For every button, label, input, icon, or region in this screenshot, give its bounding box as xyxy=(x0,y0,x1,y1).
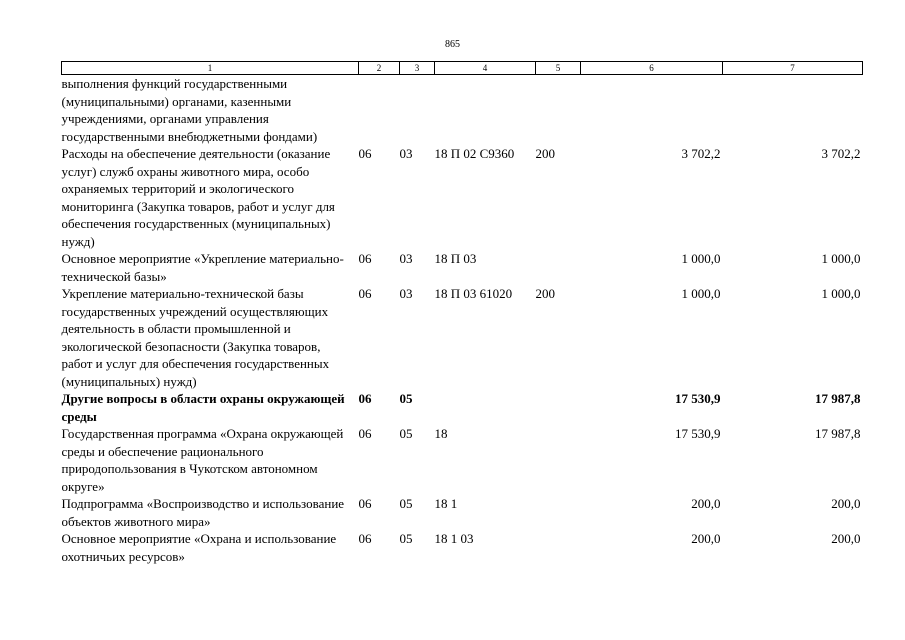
column-number-header: 6 xyxy=(581,62,723,75)
table-row xyxy=(62,425,863,495)
row-expense-type-cell xyxy=(536,425,581,495)
row-section-cell xyxy=(359,75,400,146)
page-number: 865 xyxy=(445,39,460,50)
row-name-cell: Расходы на обеспечение деятельности (оказание услуг) служб охраны животного мира, особо охраняемых территорий и экологического мониторинга (Закупка товаров, работ и услуг для обеспечения государственных (муниципальных) нужд) xyxy=(61,146,335,249)
row-amount-2-cell: 17 987,8 xyxy=(815,391,861,406)
row-name-cell: Укрепление материально-технической базы государственных учреждений осуществляющих деятельность в области промышленной и экологической безопасности (Закупка товаров, работ и услуг для обеспечения государственных (муниципальных) нужд) xyxy=(61,286,330,389)
row-section-cell: 06 xyxy=(358,496,372,511)
column-number-header: 2 xyxy=(359,62,400,75)
table-row xyxy=(62,495,863,530)
row-name-cell: Другие вопросы в области охраны окружающей среды xyxy=(61,391,345,424)
row-amount-2-cell xyxy=(723,75,863,146)
row-subsection-cell: 05 xyxy=(399,496,413,511)
row-expense-type-cell xyxy=(536,530,581,565)
row-expense-type-cell xyxy=(536,75,581,146)
row-target-code-cell: 18 П 03 61020 xyxy=(434,286,513,301)
column-number-header: 3 xyxy=(400,62,435,75)
row-amount-2-cell: 3 702,2 xyxy=(821,146,861,161)
row-name-cell: Основное мероприятие «Укрепление материально-технической базы» xyxy=(61,251,344,284)
row-amount-1-cell: 17 530,9 xyxy=(675,391,721,406)
row-section-cell: 06 xyxy=(358,426,372,441)
row-amount-2-cell: 200,0 xyxy=(831,531,861,546)
row-subsection-cell: 05 xyxy=(399,426,413,441)
row-target-code-cell: 18 П 02 С9360 xyxy=(434,146,515,161)
row-name-cell: Подпрограмма «Воспроизводство и использование объектов животного мира» xyxy=(61,496,345,529)
column-number-header: 4 xyxy=(435,62,536,75)
row-amount-1-cell: 200,0 xyxy=(691,531,721,546)
row-subsection-cell: 05 xyxy=(399,531,413,546)
row-section-cell: 06 xyxy=(358,251,372,266)
row-subsection-cell: 03 xyxy=(399,146,413,161)
table-row xyxy=(62,530,863,565)
row-target-code-cell: 18 П 03 xyxy=(434,251,477,266)
row-amount-1-cell: 17 530,9 xyxy=(675,426,721,441)
table-row xyxy=(62,285,863,390)
row-name-cell: выполнения функций государственными (муниципальными) органами, казенными учреждениями, органами управления государственными внебюджетными фондами) xyxy=(61,76,318,144)
row-target-code-cell xyxy=(435,75,536,146)
row-section-cell: 06 xyxy=(358,286,372,301)
row-amount-2-cell: 1 000,0 xyxy=(821,251,861,266)
column-number-header: 1 xyxy=(62,62,359,75)
row-target-code-cell: 18 1 xyxy=(434,496,458,511)
row-subsection-cell: 03 xyxy=(399,286,413,301)
row-section-cell: 06 xyxy=(358,391,372,406)
row-target-code-cell: 18 xyxy=(434,426,448,441)
column-number-row xyxy=(62,62,863,75)
row-amount-1-cell: 1 000,0 xyxy=(681,251,721,266)
row-target-code-cell: 18 1 03 xyxy=(434,531,474,546)
row-name-cell: Государственная программа «Охрана окружающей среды и обеспечение рационального природопользования в Чукотском автономном округе» xyxy=(61,426,344,494)
table-row xyxy=(62,390,863,425)
column-number-header: 5 xyxy=(536,62,581,75)
row-subsection-cell: 05 xyxy=(399,391,413,406)
row-subsection-cell: 03 xyxy=(399,251,413,266)
row-name-cell: Основное мероприятие «Охрана и использование охотничьих ресурсов» xyxy=(61,531,337,564)
row-amount-1-cell: 3 702,2 xyxy=(681,146,721,161)
row-amount-1-cell: 1 000,0 xyxy=(681,286,721,301)
row-expense-type-cell: 200 xyxy=(535,146,555,161)
row-subsection-cell xyxy=(400,75,435,146)
row-amount-2-cell: 1 000,0 xyxy=(821,286,861,301)
budget-table xyxy=(61,61,863,565)
row-expense-type-cell xyxy=(536,250,581,285)
row-target-code-cell xyxy=(435,390,536,425)
row-amount-2-cell: 17 987,8 xyxy=(815,426,861,441)
row-amount-1-cell xyxy=(581,75,723,146)
table-row xyxy=(62,250,863,285)
row-section-cell: 06 xyxy=(358,146,372,161)
table-row xyxy=(62,145,863,250)
table-row xyxy=(62,75,863,146)
row-expense-type-cell xyxy=(536,390,581,425)
row-section-cell: 06 xyxy=(358,531,372,546)
column-number-header: 7 xyxy=(723,62,863,75)
row-expense-type-cell: 200 xyxy=(535,286,555,301)
row-amount-2-cell: 200,0 xyxy=(831,496,861,511)
row-expense-type-cell xyxy=(536,495,581,530)
row-amount-1-cell: 200,0 xyxy=(691,496,721,511)
